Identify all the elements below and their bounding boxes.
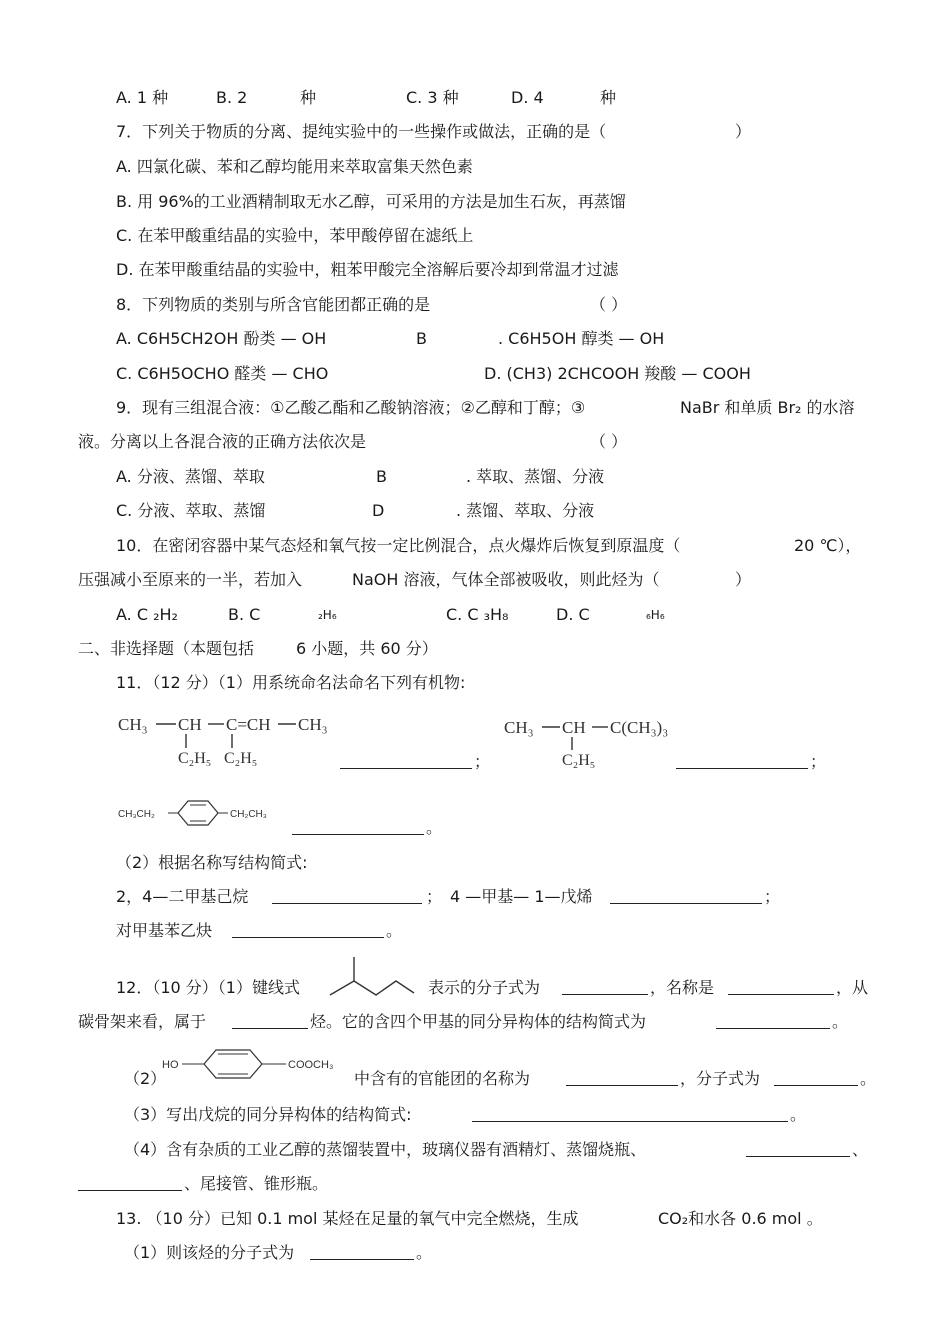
q12-period-2: 。 bbox=[860, 1069, 877, 1088]
q7-option-d: D. 在苯甲酸重结晶的实验中，粗苯甲酸完全溶解后要冷却到常温才过滤 bbox=[116, 260, 619, 279]
q12-group-blank[interactable] bbox=[566, 1069, 678, 1086]
q12-part4-tail: 、尾接管、锥形瓶。 bbox=[184, 1174, 329, 1193]
q6-option-a: A. 1 种 bbox=[116, 88, 169, 107]
q10-stem-line2a: 压强减小至原来的一半，若加入 bbox=[78, 570, 303, 589]
q13-part1: （1）则该烃的分子式为 bbox=[124, 1243, 295, 1262]
q12-hydroxyl-label: HO bbox=[162, 1059, 179, 1071]
q11-period-2: 。 bbox=[386, 921, 403, 940]
q8-answer-paren: （ ） bbox=[590, 295, 628, 314]
q12-stem-c: ，名称是 bbox=[650, 978, 715, 997]
section-2-heading: 二、非选择题（本题包括 bbox=[78, 639, 255, 658]
q12-apparatus-blank-2[interactable] bbox=[78, 1174, 182, 1191]
q9-option-c: C. 分液、萃取、蒸馏 bbox=[116, 501, 266, 520]
q12-name-blank[interactable] bbox=[728, 978, 834, 995]
q11-semicolon-1: ； bbox=[474, 752, 491, 771]
q11-name-2: 4 —甲基— 1—戊烯 bbox=[450, 887, 593, 906]
q11-molecule-3 bbox=[116, 796, 296, 836]
q8-option-d: D. (CH3) 2CHCOOH 羧酸 — COOH bbox=[484, 364, 751, 383]
q12-line2b: 烃。它的含四个甲基的同分异构体的结构简式为 bbox=[310, 1012, 647, 1031]
q8-stem: 8．下列物质的类别与所含官能团都正确的是 bbox=[116, 295, 431, 314]
q12-comma: 、 bbox=[852, 1140, 869, 1159]
q9-stem-line2: 液。分离以上各混合液的正确方法依次是 bbox=[78, 432, 367, 451]
q12-part3: （3）写出戊烷的同分异构体的结构简式: bbox=[124, 1105, 412, 1124]
q9-stem-part2: NaBr 和单质 Br₂ 的水溶 bbox=[680, 398, 855, 417]
q12-formula-blank[interactable] bbox=[562, 978, 648, 995]
m1-c-eq-ch: C=CH bbox=[226, 715, 271, 734]
q13-period: 。 bbox=[416, 1243, 433, 1262]
q11-answer-blank-2[interactable] bbox=[676, 752, 808, 769]
q12-type-blank[interactable] bbox=[232, 1012, 308, 1029]
q11-part2-stem: （2）根据名称写结构简式: bbox=[116, 853, 308, 872]
q10-option-b: B. C bbox=[228, 605, 261, 624]
q7-paren-close: ） bbox=[735, 122, 752, 141]
q12-isomer-blank[interactable] bbox=[716, 1012, 830, 1029]
q11-name-3: 对甲基苯乙炔 bbox=[116, 921, 213, 940]
q9-answer-paren: （ ） bbox=[590, 432, 628, 451]
q13-stem-a: 13. （10 分）已知 0.1 mol 某烃在足量的氧气中完全燃烧，生成 bbox=[116, 1209, 579, 1228]
q7-option-a: A. 四氯化碳、苯和乙醇均能用来萃取富集天然色素 bbox=[116, 157, 473, 176]
q7-option-b: B. 用 96%的工业酒精制取无水乙醇，可采用的方法是加生石灰，再蒸馏 bbox=[116, 192, 626, 211]
q12-formula-blank-2[interactable] bbox=[774, 1069, 858, 1086]
m2-ch3: CH₃ bbox=[504, 718, 534, 737]
q13-formula-blank[interactable] bbox=[310, 1243, 414, 1260]
q12-part2-formula-text: ，分子式为 bbox=[680, 1069, 761, 1088]
q10-stem-part2: 20 ℃）， bbox=[794, 536, 862, 555]
q11-semicolon-4: ； bbox=[764, 887, 781, 906]
section-2-heading-count: 6 小题，共 60 分） bbox=[296, 639, 438, 658]
q11-molecule-1 bbox=[116, 708, 346, 774]
q12-stem-b: 表示的分子式为 bbox=[428, 978, 541, 997]
q11-stem: 11．（12 分）（1）用系统命名法命名下列有机物: bbox=[116, 673, 466, 692]
q12-period: 。 bbox=[832, 1012, 849, 1031]
q11-answer-blank-1[interactable] bbox=[340, 752, 472, 769]
m1-ethyl-2: C₂H₅ bbox=[224, 750, 258, 767]
q11-answer-blank-3[interactable] bbox=[292, 818, 424, 835]
m2-tert-butyl: C(CH₃)₃ bbox=[610, 718, 669, 737]
q11-molecule-2 bbox=[502, 708, 682, 774]
q10-option-d: D. C bbox=[556, 605, 590, 624]
q11-name-1: 2，4—二甲基己烷 bbox=[116, 887, 249, 906]
q12-stem-d: ，从 bbox=[836, 978, 869, 997]
q8-option-b: . C6H5OH 醇类 — OH bbox=[498, 329, 665, 348]
q9-option-a: A. 分液、蒸馏、萃取 bbox=[116, 467, 265, 486]
q11-semicolon-2: ； bbox=[810, 752, 827, 771]
m1-ch3-left: CH₃ bbox=[118, 715, 148, 734]
m3-ethyl-left: CH₃CH₂ bbox=[118, 809, 155, 820]
q9-option-b: . 萃取、蒸馏、分液 bbox=[466, 467, 605, 486]
q12-pentane-blank[interactable] bbox=[472, 1105, 788, 1122]
q8-option-a: A. C6H5CH2OH 酚类 — OH bbox=[116, 329, 327, 348]
m1-ch3-right: CH₃ bbox=[298, 715, 328, 734]
m1-ch: CH bbox=[178, 715, 202, 734]
q11-structure-blank-2[interactable] bbox=[610, 887, 762, 904]
q12-stem-a: 12．（10 分）（1）键线式 bbox=[116, 978, 300, 997]
q10-option-b-sub: ₂H₆ bbox=[318, 608, 337, 622]
q12-molecule-ester bbox=[160, 1046, 352, 1090]
q10-paren-close: ） bbox=[735, 570, 752, 589]
q12-apparatus-blank-1[interactable] bbox=[746, 1140, 850, 1157]
m2-ethyl: C₂H₅ bbox=[562, 752, 596, 769]
m1-ethyl-1: C₂H₅ bbox=[178, 750, 212, 767]
q13-stem-b: CO₂和水各 0.6 mol 。 bbox=[658, 1209, 823, 1228]
q8-option-b-letter: B bbox=[416, 329, 427, 348]
q7-stem: 7．下列关于物质的分离、提纯实验中的一些操作或做法，正确的是（ bbox=[116, 122, 607, 141]
m3-ethyl-right: CH₂CH₃ bbox=[230, 809, 267, 820]
q12-period-3: 。 bbox=[790, 1105, 807, 1124]
q12-skeletal-formula bbox=[326, 955, 418, 1003]
q12-part2-label: （2） bbox=[124, 1069, 167, 1088]
q12-line2a: 碳骨架来看，属于 bbox=[78, 1012, 207, 1031]
q9-option-b-letter: B bbox=[376, 467, 387, 486]
q6-option-d: D. 4 bbox=[511, 88, 544, 107]
q10-stem-line2b: NaOH 溶液，气体全部被吸收，则此烃为（ bbox=[352, 570, 660, 589]
q11-period: 。 bbox=[426, 818, 443, 837]
q10-stem-part1: 10．在密闭容器中某气态烃和氧气按一定比例混合，点火爆炸后恢复到原温度（ bbox=[116, 536, 681, 555]
q9-stem-part1: 9．现有三组混合液：①乙酸乙酯和乙酸钠溶液；②乙醇和丁醇；③ bbox=[116, 398, 586, 417]
q7-option-c: C. 在苯甲酸重结晶的实验中，苯甲酸停留在滤纸上 bbox=[116, 226, 474, 245]
q8-option-c: C. C6H5OCHO 醛类 — CHO bbox=[116, 364, 329, 383]
q11-structure-blank-1[interactable] bbox=[272, 887, 422, 904]
q9-option-d-letter: D bbox=[372, 501, 385, 520]
q10-option-d-sub: ₆H₆ bbox=[646, 608, 665, 622]
q6-option-c: C. 3 种 bbox=[406, 88, 459, 107]
q12-part2-text: 中含有的官能团的名称为 bbox=[354, 1069, 531, 1088]
q6-option-b-unit: 种 bbox=[300, 88, 317, 107]
q9-option-d: . 蒸馏、萃取、分液 bbox=[456, 501, 595, 520]
q10-option-a: A. C ₂H₂ bbox=[116, 605, 178, 624]
q12-part4: （4）含有杂质的工业乙醇的蒸馏装置中，玻璃仪器有酒精灯、蒸馏烧瓶、 bbox=[124, 1140, 647, 1159]
q12-ester-label: COOCH₃ bbox=[288, 1059, 334, 1071]
q10-option-c: C. C ₃H₈ bbox=[446, 605, 509, 624]
q11-structure-blank-3[interactable] bbox=[232, 921, 384, 938]
q11-semicolon-3: ； bbox=[426, 887, 443, 906]
q6-option-d-unit: 种 bbox=[600, 88, 617, 107]
q6-option-b: B. 2 bbox=[216, 88, 248, 107]
m2-ch: CH bbox=[562, 718, 586, 737]
